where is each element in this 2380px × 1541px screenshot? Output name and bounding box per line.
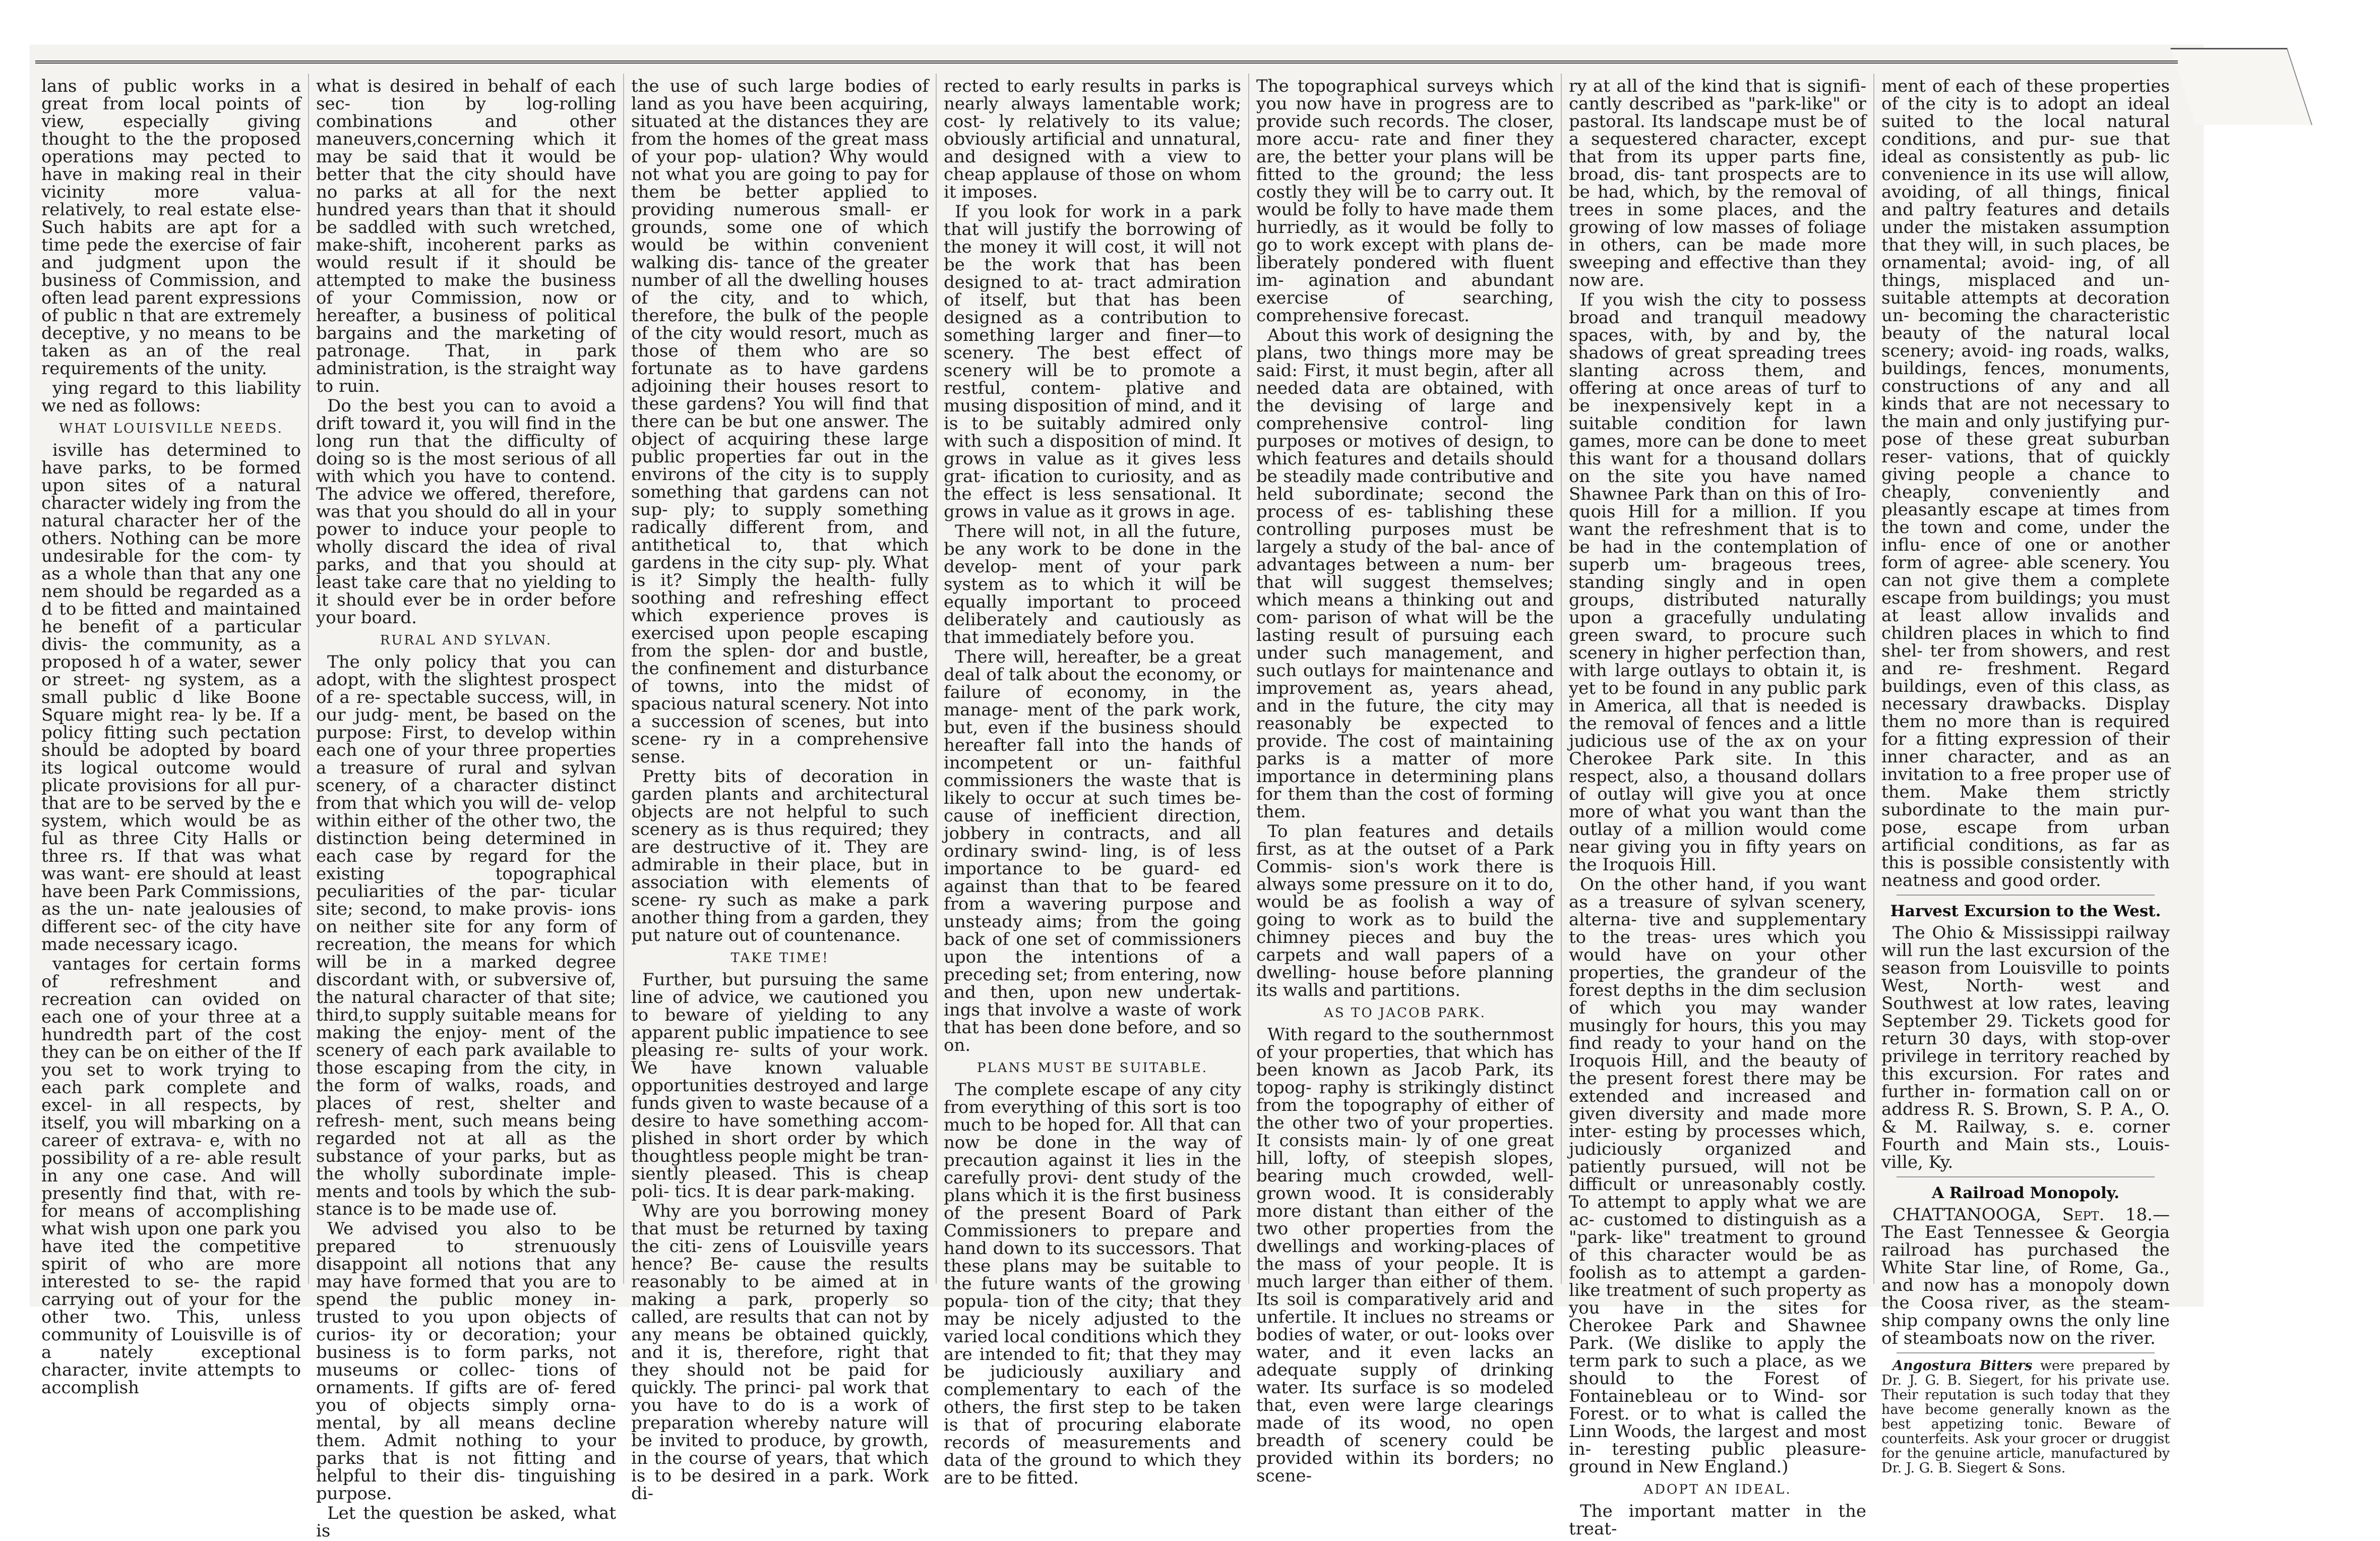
section-heading: RURAL AND SYLVAN. [380, 633, 553, 648]
paragraph: To plan features and details first, as at the outset of a Park Commis- sion's work there is always some pressure on it to do, would be as foolish a way of going to work as to build the chimney pieces and buy the carpets and wall papers of a dwelling- house before planning its walls and partitions. [1256, 821, 1554, 1000]
paragraph: The only policy that you can adopt, with the slightest prospect of a re- spectable success, will, in our judg- ment, be based on the purpose: First, to develop within each one of your three properties a treasure of rural and sylvan scenery, of a character distinct from that which you will de- velop within either of the other two, the distinction being determined in each case by regard for the existing topographical peculiarities of the par- ticular site; second, to make provis- ions on neither site for any form of recreation, the means for which will be in a marked degree discordant with, or subversive of, the natural character of that site; third,to supply suitable means for making the enjoy- ment of the scenery of each park available to those escaping from the city, in the form of walks, roads, and places of rest, shelter and refresh- ment, such means being regarded not at all as the substance of your parks, but as the wholly subordinate imple- ments and tools by which the sub- stance is to be made use of. [316, 652, 616, 1219]
paragraph: The important matter in the treat- [1569, 1501, 1866, 1539]
section-heading: PLANS MUST BE SUITABLE. [977, 1060, 1208, 1076]
article-heading: Harvest Excursion to the West. [1890, 902, 2161, 920]
paragraph: the use of such large bodies of land as you have been acquiring, situated at the distances they are from the homes of the great mass of your pop- ulation? Why would not what you are going to pay for them be better applied to providing numerous small- er grounds, some one of which would be within convenient walking dis- tance of the greater number of all the dwelling houses of the city, and to which, therefore, the bulk of the people of the city would resort, much as those of them who are so fortunate as to have gardens adjoining their houses resort to these gardens? You will find that there can be but one answer. The object of acquiring these large public properties far out in the environs of the city is to supply something that gardens can not sup- ply; to supply something radically different from, and antithetical to, that which gardens in the city sup- ply. What is it? Simply the health- fully soothing and refreshing effect which experience proves is exercised upon people escaping from the splen- dor and bustle, the confinement and disturbance of towns, into the midst of spacious natural scenery. Not into a succession of scenes, but into scene- ry in a comprehensive sense. [631, 76, 929, 767]
column-7 [1874, 74, 2177, 1476]
column-1 [34, 74, 309, 1398]
paragraph: rected to early results in parks is nearly always lamentable work; cost- ly relatively to its value; obviously artificial and unnatural, and designed with a view to cheap applause of those on whom it imposes. [944, 76, 1241, 202]
paragraph: The complete escape of any city from everything of this sort is too much to be hoped for. All that can now be done in the way of precaution against it lies in the carefully provi- dent study of the plans which it is the first business of the present Board of Park Commissioners to prepare and hand down to its successors. That these plans may be suitable to the future wants of the growing popula- tion of the city; that they may be nicely adjusted to the varied local conditions which they are intended to fit; that they may be judiciously auxiliary and complementary to each of the others, the first step to be taken is that of procuring elaborate records of measurements and data of the ground to which they are to be fitted. [944, 1080, 1241, 1488]
paragraph: what is desired in behalf of each sec- tion by log-rolling combinations and other maneuvers,concerning which it may be said that it would be better that the city should have no parks at all for the next hundred years than that it should be saddled with such wretched, make-shift, incoherent parks as would result if it should be attempted to make the business of your Commission, now or hereafter, a business of political bargains and the marketing of patronage. That, in park administration, is the straight way to ruin. [316, 76, 616, 396]
paragraph: Pretty bits of decoration in garden plants and architectural objects are not helpful to such scenery as is thus required; they are destructive of it. They are admirable in their place, but in association with elements of scene- ry such as make a park another thing from a garden, they put nature out of countenance. [631, 766, 929, 945]
paragraph-text: —The East Tennessee & Georgia railroad has purchased the White Star line, of Rome, Ga., and now has a monopoly down the Coosa river, as the steam- ship company owns the only line of steamboats now on the river. [1881, 1205, 2170, 1348]
paragraph: ment of each of these properties of the city is to adopt an ideal suited to the local natural conditions, and pur- sue that ideal as consistently as pub- lic convenience in its use will allow, avoiding, of all things, finical and paltry features and details under the mistaken assumption that they will, in such places, be ornamental; avoid- ing, of all things, misplaced and un- suitable attempts at decoration un- becoming the characteristic beauty of the natural local scenery; avoid- ing roads, walks, buildings, fences, monuments, constructions of any and all kinds that are not necessary to the main and only justifying pur- pose of these great suburban reser- vations, that of quickly giving people a chance to cheaply, conveniently and pleasantly escape at times from the town and come, under the influ- ence of one or another form of agree- able scenery. You can not give them a complete escape from buildings; you must at least allow invalids and children places in which to find shel- ter from showers, and rest and re- freshment. Regard buildings, even of this class, as necessary drawbacks. Display them no more than is required for a fitting expression of their inner character, and as an invitation to a free proper use of them. Make them strictly subordinate to the main pur- pose, escape from urban artificial conditions, as far as this is possible consistently with neatness and good order. [1881, 76, 2170, 891]
top-rule [35, 61, 2178, 64]
section-heading: AS TO JACOB PARK. [1324, 1005, 1486, 1021]
column-6 [1562, 74, 1874, 1539]
paragraph: There will not, in all the future, be any work to be done in the develop- ment of your park system as to which it will be equally important to proceed deliberately and cautiously as that immediately before you. [944, 521, 1241, 647]
section-heading: ADOPT AN IDEAL. [1643, 1482, 1792, 1497]
paragraph: If you wish the city to possess broad and tranquil meadowy spaces, with, by and by, the shadows of great spreading trees slanting across them, and offering at once areas of turf to be inexpensively kept in a suitable condition for lawn games, more can be done to meet this want for a thousand dollars on the site you have named Shawnee Park than on this of Iro- quois Hill for a million. If you want the refreshment that is to be had in the contemplation of superb um- brageous trees, standing singly and in open groups, distributed naturally upon a gracefully undulating green sward, to procure such scenery in higher perfection than, with large outlays to obtain it, is yet to be found in any public park in America, all that is needed is the removal of fences and a little judicious use of the ax on your Cherokee Park site. In this respect, also, a thousand dollars of outlay will give you at once more of what you want than the outlay of a million would come near giving you in fifty years on the Iroquois Hill. [1569, 290, 1866, 875]
paragraph: vantages for certain forms of refreshment and recreation can ovided on each one of your three at a hundredth part of the cost they can be on either of the If you set to work trying to each park complete and excel- in all respects, by itself, you will mbarking on a career of extrava- e, with no possibility of a re- able result in any one case. And will presently find that, with re- for means of accomplishing what wish upon one park you have ited the competitive spirit of who are more interested to se- the rapid carrying out of your for the other two. This, unless community of Louisville is of a nately exceptional character, invite attempts to accomplish [41, 954, 301, 1398]
paragraph: There will, hereafter, be a great deal of talk about the economy, or failure of economy, in the manage- ment of the park work, but, even if the business should hereafter fall into the hands of incompetent or un- faithful commissioners the waste that is likely to occur at such times be- cause of inefficient direction, jobbery in contracts, and all ordinary swind- ling, is of less importance to be guard- ed against than that to be feared from a wavering purpose and unsteady aims; from the going back of one set of commissioners upon the intentions of a preceding set; from entering, now and then, upon new undertak- ings that involve a waste of work that has been done before, and so on. [944, 647, 1241, 1055]
paragraph: Why are you borrowing money that must be returned by taxing the citi- zens of Louisville years hence? Be- cause the results reasonably to be aimed at in making a park, properly so called, are results that can not by any means be obtained quickly, and it is, therefore, right that they should not be paid for quickly. The princi- pal work that you have to do is a work of preparation whereby nature will be invited to produce, by growth, in the course of years, that which is to be desired in a park. Work di- [631, 1201, 929, 1504]
advertisement [1881, 1358, 2170, 1475]
paragraph: Let the question be asked, what is [316, 1503, 616, 1541]
paragraph: The topographical surveys which you now have in progress are to provide such records. The closer, more accu- rate and finer they are, the better your plans will be fitted to the ground; the less costly they will be to carry out. It would be folly to have made them hurriedly, as it would be folly to go to work except with plans de- liberately pondered with fluent im- agination and abundant exercise of searching, comprehensive forecast. [1256, 76, 1554, 326]
column-4 [937, 74, 1249, 1488]
paragraph: Do the best you can to avoid a drift toward it, you will find in the long run that the difficulty of doing so is the most serious of all with which you have to contend. The advice we offered, therefore, was that you should do all in your power to induce your people to wholly discard the idea of rival parks, and that you should at least take care that no yielding to it should ever be in order before your board. [316, 396, 616, 628]
torn-corner [2170, 48, 2312, 125]
advertisement-text: were prepared by Dr. J. G. B. Siegert, for his private use. Their reputation is such today that they have become generally known as the best appetizing tonic. Beware of counterfeits. Ask your grocer or druggist for the genuine article, manufactured by Dr. J. G. B. Siegert & Sons. [1881, 1358, 2170, 1476]
newspaper-columns [34, 74, 2177, 1541]
advertisement-heading: Angostura Bitters [1893, 1358, 2033, 1374]
paragraph [1881, 1206, 2170, 1347]
article-heading: A Railroad Monopoly. [1931, 1184, 2120, 1202]
paragraph: About this work of designing the plans, two things more may be said: First, it must begin, after all needed data are obtained, with the devising of large and comprehensive control- ling purposes or motives of design, to which features and details should be steadily made contributive and held subordinate; second the process of es- tablishing these controlling purposes must be largely a study of the bal- ance of advantages between a num- ber that will suggest themselves; which means a thinking out and com- parison of what will be the lasting result of pursuing each under such management, and such outlays for maintenance and improvement as, years ahead, and in the future, the city may reasonably be expected to provide. The cost of maintaining parks is a matter of more importance in determining plans for them than the cost of forming them. [1256, 325, 1554, 822]
paragraph: ying regard to this liability we ned as follows: [41, 378, 301, 416]
paragraph: If you look for work in a park that will justify the borrowing of the money it will cost, it will not be the work that has been designed to at- tract admiration of itself, but that has been designed as a contribution to something larger and finer—to scenery. The best effect of scenery will be to promote a restful, contem- plative and musing disposition of mind, and it is to be suitably admired only with such a disposition of mind. It grows in value as it gives less grat- ification to curiosity, and as the effect is less sensational. It grows in value as it grows in age. [944, 202, 1241, 522]
paragraph: isville has determined to have parks, to be formed upon sites of a natural character widely ing from the natural character her of the others. Nothing can be more undesirable for the com- ty as a whole than that any one nem should be regarded as a d to be fitted and maintained he benefit of a particular divis- the community, as a proposed h of a water, sewer or street- ng system, as a small public d like Boone Square might rea- ly be. If a policy fitting such pectation should be adopted by board its logical outcome would plicate provisions for all pur- that are to be served by the e system, which would be as ful as three City Halls or three rs. If that was what was want- ere should at least have been Park Commissions, as the un- nate jealousies of different sec- of the city have made necessary icago. [41, 440, 301, 955]
paragraph: lans of public works in a great from local points of view, especially giving thought to the the proposed operations may pected to have in making real in their vicinity more valua- relatively, to real estate else- Such habits are apt for a time pede the exercise of fair and judgment upon the business of Commission, and often lead parent expressions of public n that are extremely deceptive, y no means to be taken as an of the real requirements of the unity. [41, 76, 301, 379]
column-2 [309, 74, 624, 1541]
paragraph: The Ohio & Mississippi railway will run the last excursion of the season from Louisville to points West, North- west and Southwest at low rates, leaving September 29. Tickets good for return 30 days, with stop-over privilege in territory reached by this excursion. For rates and further in- formation call on or address R. S. Brown, S. P. A., O. & M. Railway, s. e. corner Fourth and Main sts., Louis- ville, Ky. [1881, 923, 2170, 1172]
section-heading: TAKE TIME! [730, 951, 829, 966]
paragraph: ry at all of the kind that is signifi- cantly described as "park-like" or pastoral. Its landscape must be of a sequestered character, except that from its upper parts fine, broad, dis- tant prospects are to be had, which, by the removal of trees in some places, and the growing of low masses of foliage in others, can be made more sweeping and effective than they now are. [1569, 76, 1866, 290]
column-separator [1897, 1176, 2155, 1177]
column-5 [1249, 74, 1562, 1486]
column-separator [1897, 1352, 2155, 1353]
dateline: CHATTANOOGA, Sept. 18. [1893, 1205, 2153, 1225]
paragraph: With regard to the southernmost of your properties, that which has been known as Jacob Park, its topog- raphy is strikingly distinct from the topography of either of the other two of your properties. It consists main- ly of one great hill, lofty, of steepish slopes, bearing much crowded, well- grown wood. It is considerably more distant than either of the two other properties from the dwellings and working-places of the mass of your people. It is much larger than either of them. Its soil is comparatively arid and unfertile. It inclues no streams or bodies of water, or out- looks over water, and it even lacks an adequate supply of drinking water. Its surface is so modeled that, even were large clearings made of its wood, no open breadth of scenery could be provided within its borders; no scene- [1256, 1025, 1554, 1486]
section-heading: WHAT LOUISVILLE NEEDS. [59, 421, 283, 436]
paragraph: Further, but pursuing the same line of advice, we cautioned you to beware of yielding to any apparent public impatience to see pleasing re- sults of your work. We have known valuable opportunities destroyed and large funds given to waste because of a desire to have something accom- plished in short order by which thoughtless people might be tran- siently pleased. This is cheap poli- tics. It is dear park-making. [631, 970, 929, 1202]
paragraph: On the other hand, if you want as a treasure of sylvan scenery, alterna- tive and supplementary to the treas- ures which you would have on your other properties, the grandeur of the forest depths in the dim seclusion of which you may wander musingly for hours, this you may find ready to your hand on the Iroquois Hill, and the beauty of the present forest there may be extended and increased and given diversity and made more inter- esting by processes which, judiciously organized and patiently pursued, will not be difficult or unreasonably costly. To attempt to apply what we are ac- customed to distinguish as a "park- like" treatment to ground of this character would be as foolish as to attempt a garden-like treatment of such property as you have in the sites for Cherokee Park and Shawnee Park. (We dislike to apply the term park to such a place, as we should to the Forest of Fontainebleau or to Wind- sor Forest. or to what is called the Linn Woods, the largest and most in- teresting public pleasure-ground in New England.) [1569, 874, 1866, 1477]
column-separator [1897, 895, 2155, 896]
paragraph: We advised you also to be prepared to strenuously disappoint all notions that any may have formed that you are to spend the public money in- trusted to you upon objects of curios- ity or decoration; your business is to form parks, not museums or collec- tions of ornaments. If gifts are of- fered you of objects simply orna- mental, by all means decline them. Admit nothing to your parks that is not fitting and helpful to their dis- tinguishing purpose. [316, 1219, 616, 1504]
column-3 [624, 74, 937, 1504]
